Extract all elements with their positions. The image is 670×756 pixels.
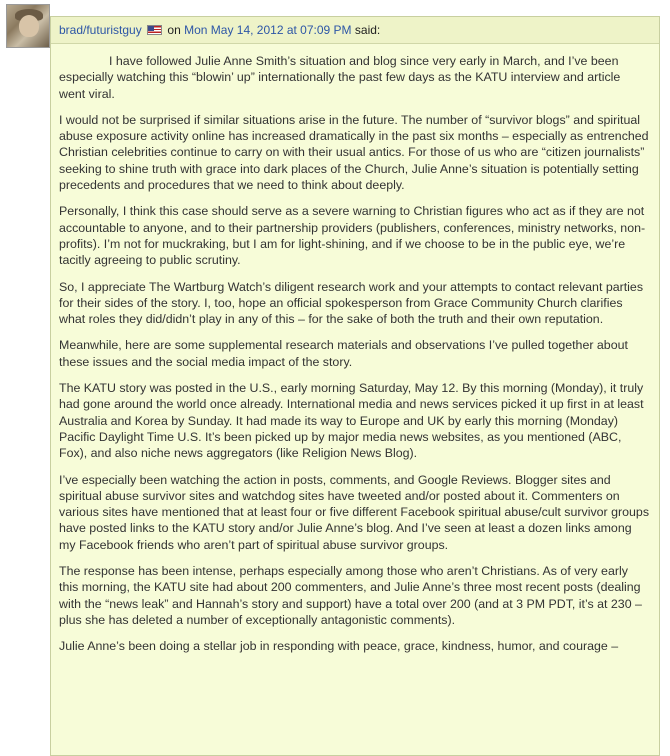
said-text: said: <box>354 23 381 37</box>
us-flag-icon <box>147 25 162 35</box>
comment-paragraph: Personally, I think this case should serve as a severe warning to Christian figures who act as if they are not accountable to anyone, and to their partnership providers (publishers, conferences, ministry networks, non-profits). I’m not for muckraking, but I am for light-shining, and if we choose to be in the public eye, we’re tacitly agreeing to public scrutiny. <box>59 204 646 268</box>
comment-paragraph: I’ve especially been watching the action in posts, comments, and Google Reviews. Blogger sites and spiritual abuse survivor sites and watchdog sites have tweeted and/or posted about it. Commenters on various sites have mentioned that at least four or five different Facebook spiritual abuse/cult survivor groups have posted links to the KATU story and/or Julie Anne’s blog. And I’ve seen at least a dozen links among my Facebook friends who aren’t part of spiritual abuse survivor groups. <box>59 472 650 552</box>
avatar-face <box>19 15 39 37</box>
comment-date-link[interactable]: Mon May 14, 2012 at 07:09 PM <box>184 23 352 37</box>
comment-paragraph: Julie Anne’s been doing a stellar job in responding with peace, grace, kindness, humor, and courage – <box>59 639 619 654</box>
comment-header <box>51 17 659 44</box>
comment <box>50 16 660 756</box>
comment-body <box>51 44 659 655</box>
comment-paragraph: So, I appreciate The Wartburg Watch’s diligent research work and your attempts to contact relevant parties for their sides of the story. I, too, hope an official spokesperson from Grace Community Church clarifies what roles they did/didn’t play in any of this – for the sake of both the truth and their own reputation. <box>59 279 644 327</box>
comment-paragraph: Meanwhile, here are some supplemental research materials and observations I’ve pulled together about these issues and the social media impact of the story. <box>59 338 628 369</box>
comment-paragraph: The response has been intense, perhaps especially among those who aren’t Christians. As of very early this morning, the KATU site had about 200 commenters, and Julie Anne’s three most recent posts (dealing with the “news leak” and Hannah’s story and support) have a total over 200 (and at 3 PM PDT, it’s at 230 – plus she has deleted a number of exceptionally antagonistic comments). <box>59 564 642 627</box>
author-link[interactable]: brad/futuristguy <box>59 23 142 37</box>
avatar[interactable] <box>6 4 50 48</box>
comment-paragraph: I would not be surprised if similar situations arise in the future. The number of “survivor blogs” and spiritual abuse exposure activity online has increased dramatically in the past six months – especially as entrenched Christian celebrities continue to carry on with their usual antics. For those of us who are “citizen journalists” seeking to shine truth with grace into dark places of the Church, Julie Anne’s situation is potentially setting precedents and procedures that we need to think about deeply. <box>59 112 649 193</box>
comment-paragraph: The KATU story was posted in the U.S., early morning Saturday, May 12. By this morning (Monday), it truly had gone around the world once already. International media and news services picked it up first in at least Australia and Korea by Sunday. It had made its way to Europe and UK by early this morning (Monday) Pacific Daylight Time U.S. It’s been picked up by major media news websites, as you mentioned (ABC, Fox), and also niche news aggregators (like Religion News Blog). <box>59 381 644 461</box>
comment-paragraph: I have followed Julie Anne Smith’s situation and blog since very early in March, and I’ve been especially watching this “blowin’ up” internationally the past few days as the KATU interview and article went viral. <box>59 54 621 101</box>
on-text: on <box>167 23 181 37</box>
